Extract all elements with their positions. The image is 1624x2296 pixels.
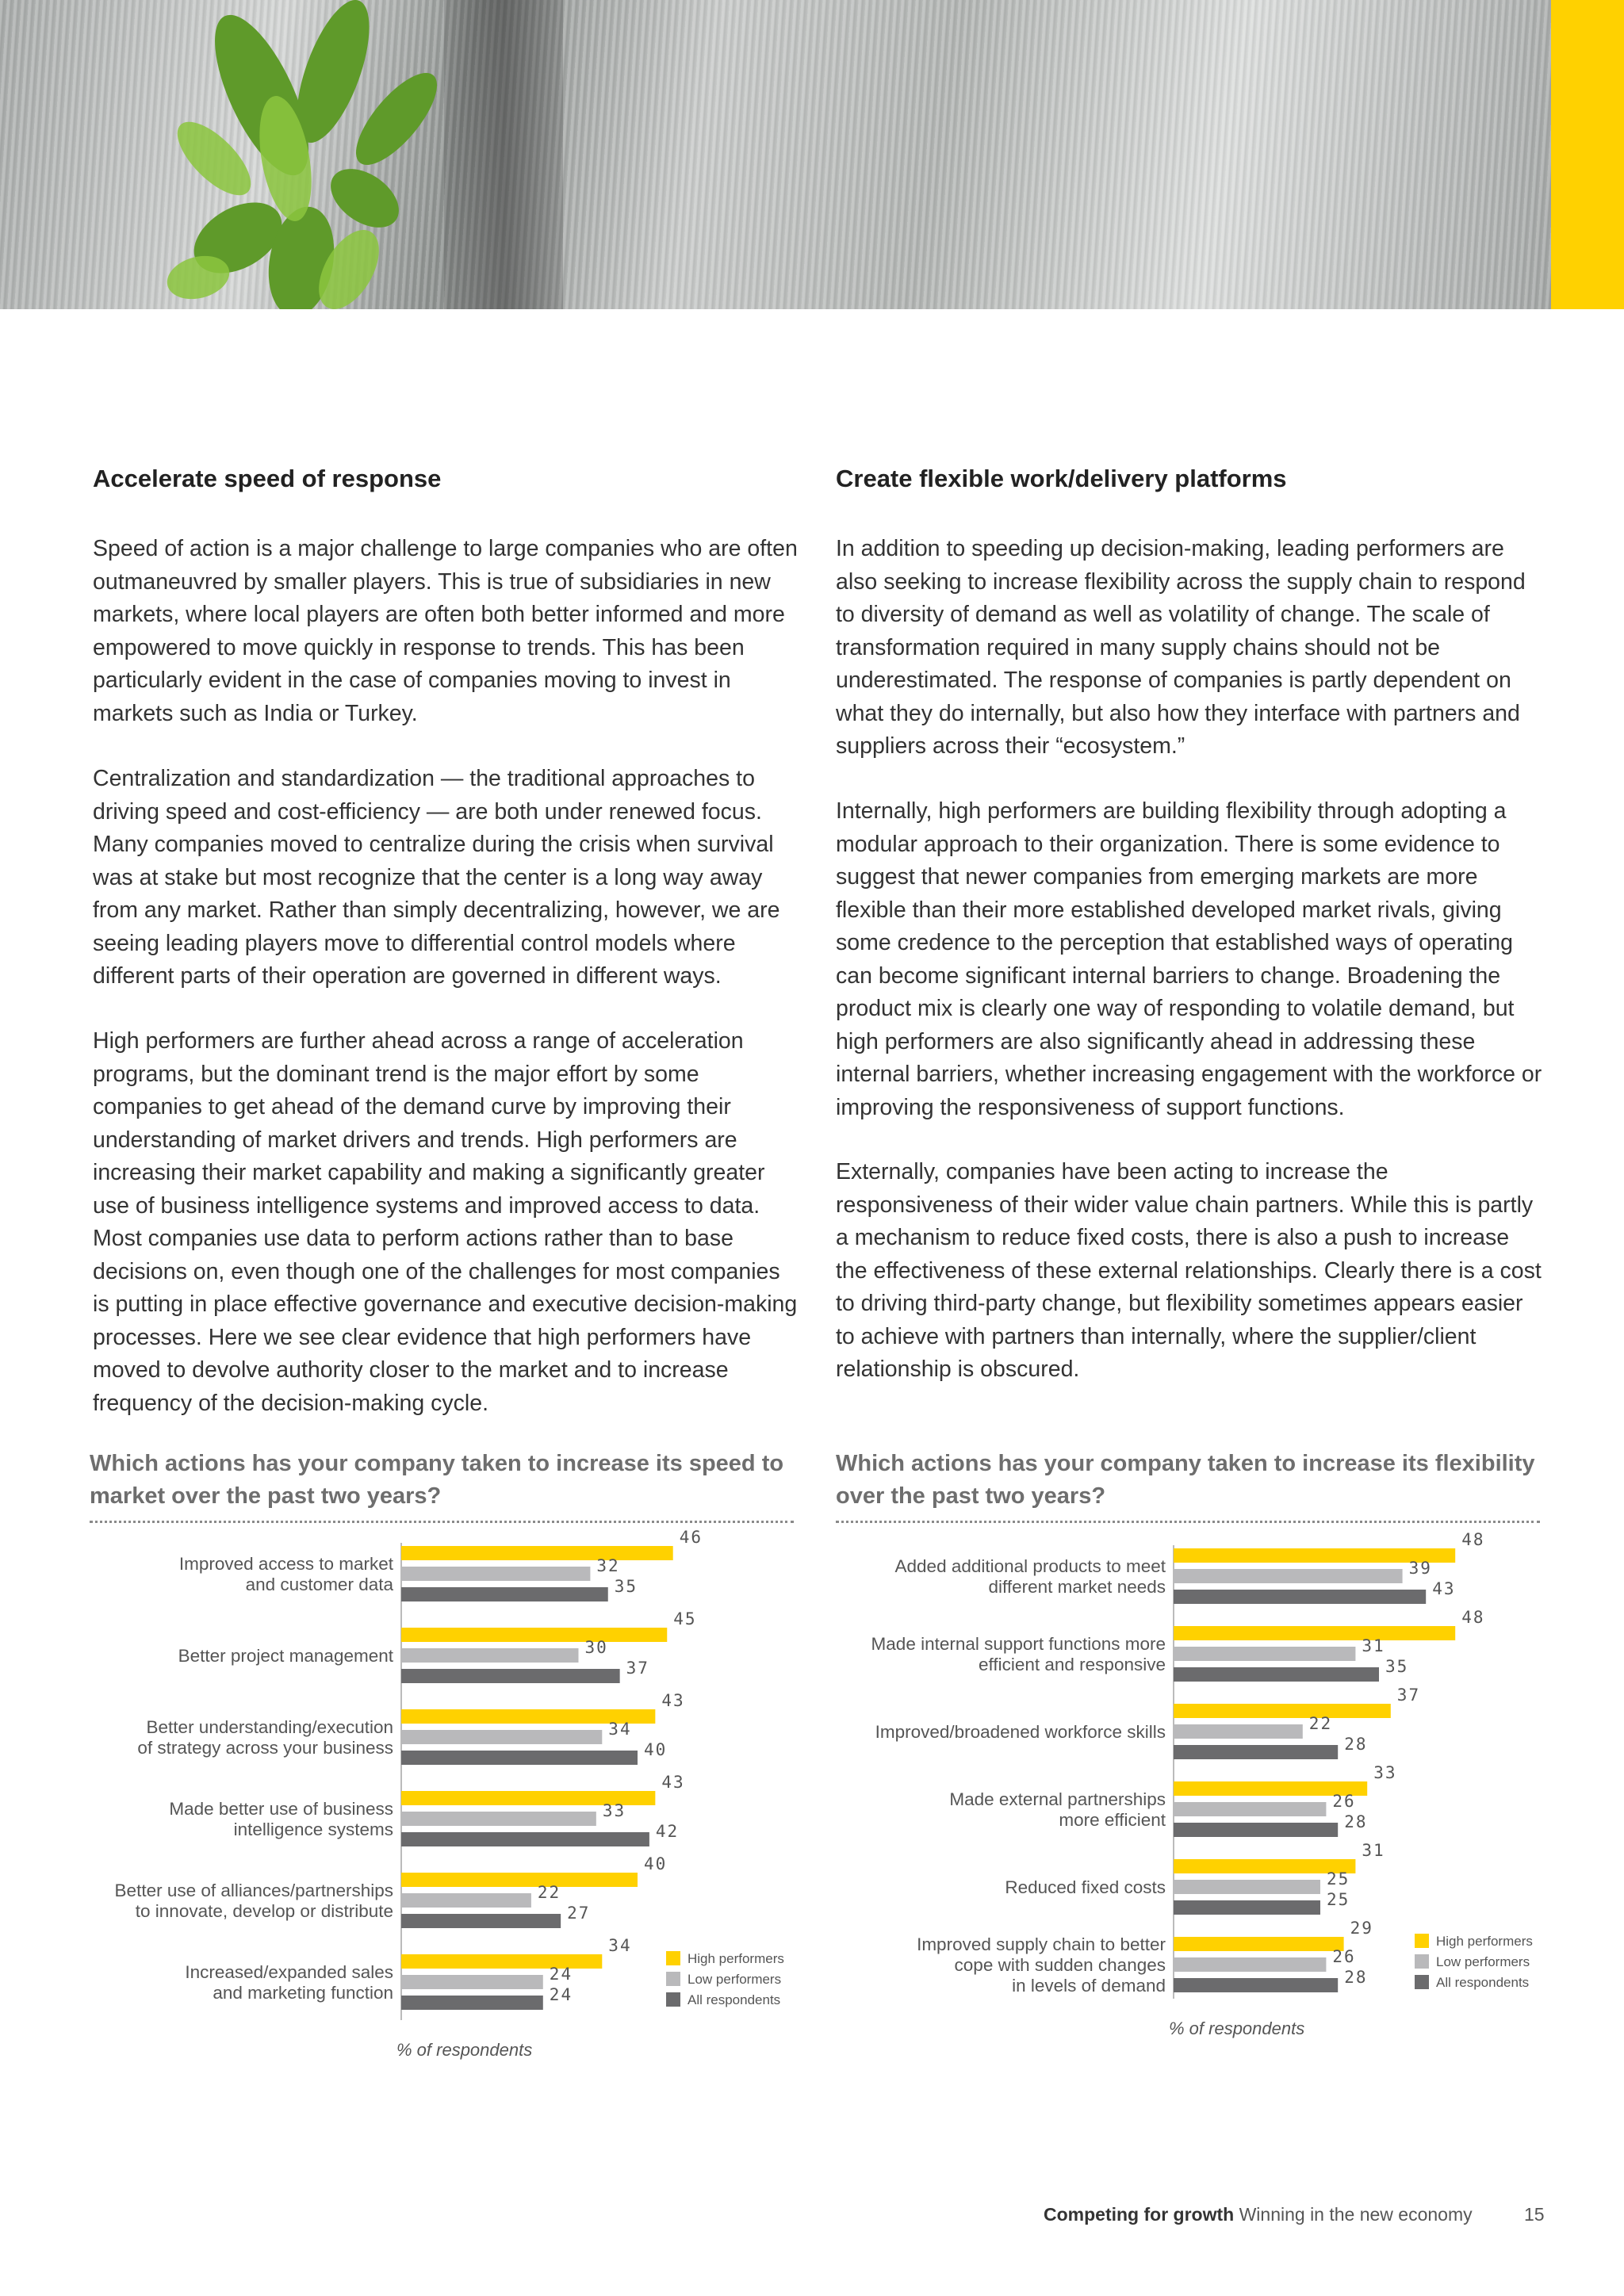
value-label: 26 bbox=[1332, 1947, 1356, 1966]
value-label: 33 bbox=[1373, 1763, 1397, 1782]
value-label: 40 bbox=[644, 1740, 668, 1759]
bar-all bbox=[401, 1914, 561, 1928]
value-label: 37 bbox=[1396, 1686, 1421, 1705]
legend-swatch bbox=[1415, 1975, 1429, 1989]
bar-all bbox=[1174, 1745, 1338, 1759]
legend-swatch bbox=[666, 1972, 680, 1986]
value-label: 30 bbox=[584, 1638, 608, 1657]
bar-chart-speed bbox=[0, 1528, 812, 2093]
value-label: 26 bbox=[1332, 1792, 1356, 1811]
category-label: Better project management bbox=[178, 1646, 393, 1666]
category-label: Increased/expanded sales and marketing function bbox=[185, 1962, 393, 2003]
bar-all bbox=[1174, 1667, 1379, 1682]
bar-low bbox=[401, 1893, 531, 1908]
bar-low bbox=[1174, 1724, 1303, 1739]
bar-high bbox=[401, 1546, 673, 1560]
value-label: 40 bbox=[644, 1854, 668, 1873]
bar-high bbox=[1174, 1937, 1344, 1951]
value-label: 39 bbox=[1408, 1559, 1432, 1578]
value-label: 24 bbox=[549, 1985, 573, 2004]
axis-label: % of respondents bbox=[1169, 2019, 1305, 2038]
value-label: 24 bbox=[549, 1965, 573, 1984]
value-label: 31 bbox=[1362, 1636, 1385, 1655]
value-label: 34 bbox=[608, 1936, 632, 1955]
paragraph: High performers are further ahead across a range of acceleration programs, but the dominant trend is the major effort by some companies to get ahead of the demand curve by improving their understanding of market drivers and trends. High performers are increasing their market capability and making a significantly greater use of business intelligence systems and improved access to data. Most companies use data to perform actions rather than to base decisions on, even though one of the challenges for most companies is putting in place effective governance and executive decision-making processes. Here we see clear evidence that high performers have moved to devolve authority closer to the market and to increase frequency of the decision-making cycle. bbox=[93, 1028, 798, 1416]
bar-low bbox=[401, 1730, 602, 1744]
value-label: 25 bbox=[1327, 1890, 1350, 1909]
value-label: 28 bbox=[1344, 1968, 1368, 1987]
bar-high bbox=[1174, 1704, 1391, 1718]
bar-all bbox=[1174, 1823, 1338, 1837]
footer-publication bbox=[1044, 2204, 1473, 2225]
legend-swatch bbox=[666, 1951, 680, 1965]
chart-divider bbox=[836, 1521, 1540, 1523]
bar-all bbox=[401, 1587, 608, 1601]
bar-all bbox=[1174, 1590, 1426, 1604]
category-label: Improved/broadened workforce skills bbox=[875, 1722, 1166, 1742]
legend-label: High performers bbox=[1436, 1934, 1533, 1949]
legend-label: Low performers bbox=[1436, 1954, 1530, 1969]
plant-leaves-image bbox=[0, 0, 1551, 309]
category-label: Better understanding/execution of strategy across your business bbox=[137, 1717, 393, 1758]
bar-low bbox=[401, 1975, 543, 1989]
category-label: Improved supply chain to better cope with sudden changes in levels of demand bbox=[917, 1934, 1166, 1996]
bar-low bbox=[1174, 1569, 1403, 1583]
bar-all bbox=[1174, 1978, 1338, 1992]
value-label: 35 bbox=[614, 1577, 638, 1596]
value-label: 43 bbox=[661, 1773, 685, 1792]
section-title-flexible: Create flexible work/delivery platforms bbox=[836, 465, 1287, 492]
bar-low bbox=[401, 1648, 579, 1663]
value-label: 43 bbox=[661, 1691, 685, 1710]
paragraph: Internally, high performers are building flexibility through adopting a modular approach to their organization. There is some evidence to suggest that newer companies from emerging markets are more flexible than their more established developed market rivals, giving some credence to the perception that established ways of operating can become significant internal barriers to change. Broadening the product mix is clearly one way of responding to volatile demand, but high performers are also significantly ahead in addressing these internal barriers, whether increasing engagement with the workforce or improving the responsiveness of support functions. bbox=[836, 798, 1542, 1120]
axis-label: % of respondents bbox=[396, 2040, 533, 2060]
legend-label: All respondents bbox=[688, 1992, 781, 2007]
value-label: 37 bbox=[626, 1659, 649, 1678]
bar-all bbox=[401, 1751, 638, 1765]
legend-label: All respondents bbox=[1436, 1975, 1530, 1990]
value-label: 29 bbox=[1350, 1919, 1373, 1938]
value-label: 28 bbox=[1344, 1735, 1368, 1754]
accent-bar bbox=[1551, 0, 1624, 309]
value-label: 34 bbox=[608, 1720, 632, 1739]
bar-low bbox=[1174, 1957, 1326, 1972]
bar-chart-flexibility bbox=[812, 1530, 1624, 2093]
section-title-speed: Accelerate speed of response bbox=[93, 465, 442, 492]
value-label: 22 bbox=[1308, 1714, 1333, 1733]
value-label: 28 bbox=[1344, 1812, 1368, 1831]
legend-swatch bbox=[666, 1992, 680, 2007]
legend-label: High performers bbox=[688, 1951, 784, 1966]
bar-high bbox=[1174, 1626, 1455, 1640]
paragraph: Externally, companies have been acting to increase the responsiveness of their wider value chain partners. While this is partly a mechanism to reduce fixed costs, there is also a push to increase the effectiveness of these external relationships. Clearly there is a cost to driving third-party change, but flexibility sometimes appears easier to achieve with partners than internally, where the supplier/client relationship is obscured. bbox=[836, 1159, 1542, 1382]
value-label: 43 bbox=[1432, 1579, 1456, 1598]
value-label: 33 bbox=[602, 1801, 626, 1820]
chart-divider bbox=[90, 1521, 794, 1523]
footer-subtitle: Winning in the new economy bbox=[1239, 2204, 1473, 2225]
footer-brand: Competing for growth bbox=[1044, 2204, 1235, 2225]
category-label: Better use of alliances/partnerships to innovate, develop or distribute bbox=[114, 1881, 393, 1921]
bar-low bbox=[1174, 1802, 1326, 1816]
legend-label: Low performers bbox=[688, 1972, 782, 1987]
hero-image bbox=[0, 0, 1551, 309]
category-label: Added additional products to meet different market needs bbox=[894, 1556, 1166, 1597]
value-label: 48 bbox=[1461, 1530, 1485, 1549]
paragraph: Centralization and standardization — the traditional approaches to driving speed and cost-efficiency — are both under renewed focus. Many companies moved to centralize during the crisis when survival was at stake but most recognize that the center is a long way away from any market. Rather than simply decentralizing, however, we are seeing leading players move to differential control models where different parts of their operation are governed in different ways. bbox=[93, 766, 780, 989]
paragraph: In addition to speeding up decision-making, leading performers are also seeking to increase flexibility across the supply chain to respond to diversity of demand as well as volatility of change. The scale of transformation required in many supply chains should not be underestimated. The response of companies is partly dependent on what they do internally, but also how they interface with partners and suppliers across their “ecosystem.” bbox=[836, 536, 1526, 759]
category-label: Made better use of business intelligence systems bbox=[169, 1799, 393, 1839]
category-label: Made internal support functions more efficient and responsive bbox=[871, 1634, 1166, 1674]
bar-all bbox=[401, 1996, 543, 2010]
bar-low bbox=[401, 1812, 596, 1826]
value-label: 32 bbox=[596, 1556, 620, 1575]
bar-low bbox=[1174, 1647, 1355, 1661]
bar-low bbox=[1174, 1880, 1320, 1894]
category-label: Improved access to market and customer data bbox=[178, 1554, 393, 1594]
value-label: 48 bbox=[1461, 1608, 1485, 1627]
paragraph: Speed of action is a major challenge to large companies who are often outmaneuvred by smaller players. This is true of subsidiaries in new markets, where local players are often both better informed and more empowered to move quickly in response to trends. This has been particularly evident in the case of companies moving to invest in markets such as India or Turkey. bbox=[93, 536, 798, 726]
value-label: 25 bbox=[1327, 1869, 1350, 1888]
bar-low bbox=[401, 1567, 590, 1581]
bar-all bbox=[401, 1832, 649, 1846]
value-label: 27 bbox=[567, 1904, 591, 1923]
value-label: 42 bbox=[655, 1822, 680, 1841]
bar-all bbox=[1174, 1900, 1320, 1915]
value-label: 22 bbox=[537, 1883, 561, 1902]
chart-title-flexibility: Which actions has your company taken to increase its flexibility over the past two years? bbox=[836, 1451, 1535, 1509]
category-label: Reduced fixed costs bbox=[1005, 1877, 1166, 1897]
bar-high bbox=[401, 1628, 667, 1642]
value-label: 46 bbox=[679, 1528, 703, 1547]
value-label: 35 bbox=[1385, 1657, 1409, 1676]
value-label: 31 bbox=[1362, 1841, 1385, 1860]
bar-high bbox=[401, 1873, 638, 1887]
value-label: 45 bbox=[673, 1609, 697, 1628]
bar-all bbox=[401, 1669, 620, 1683]
legend-swatch bbox=[1415, 1934, 1429, 1948]
page-number: 15 bbox=[1524, 2204, 1545, 2225]
chart-title-speed: Which actions has your company taken to increase its speed to market over the past two years? bbox=[90, 1451, 784, 1509]
category-label: Made external partnerships more efficient bbox=[949, 1789, 1166, 1830]
legend-swatch bbox=[1415, 1954, 1429, 1969]
